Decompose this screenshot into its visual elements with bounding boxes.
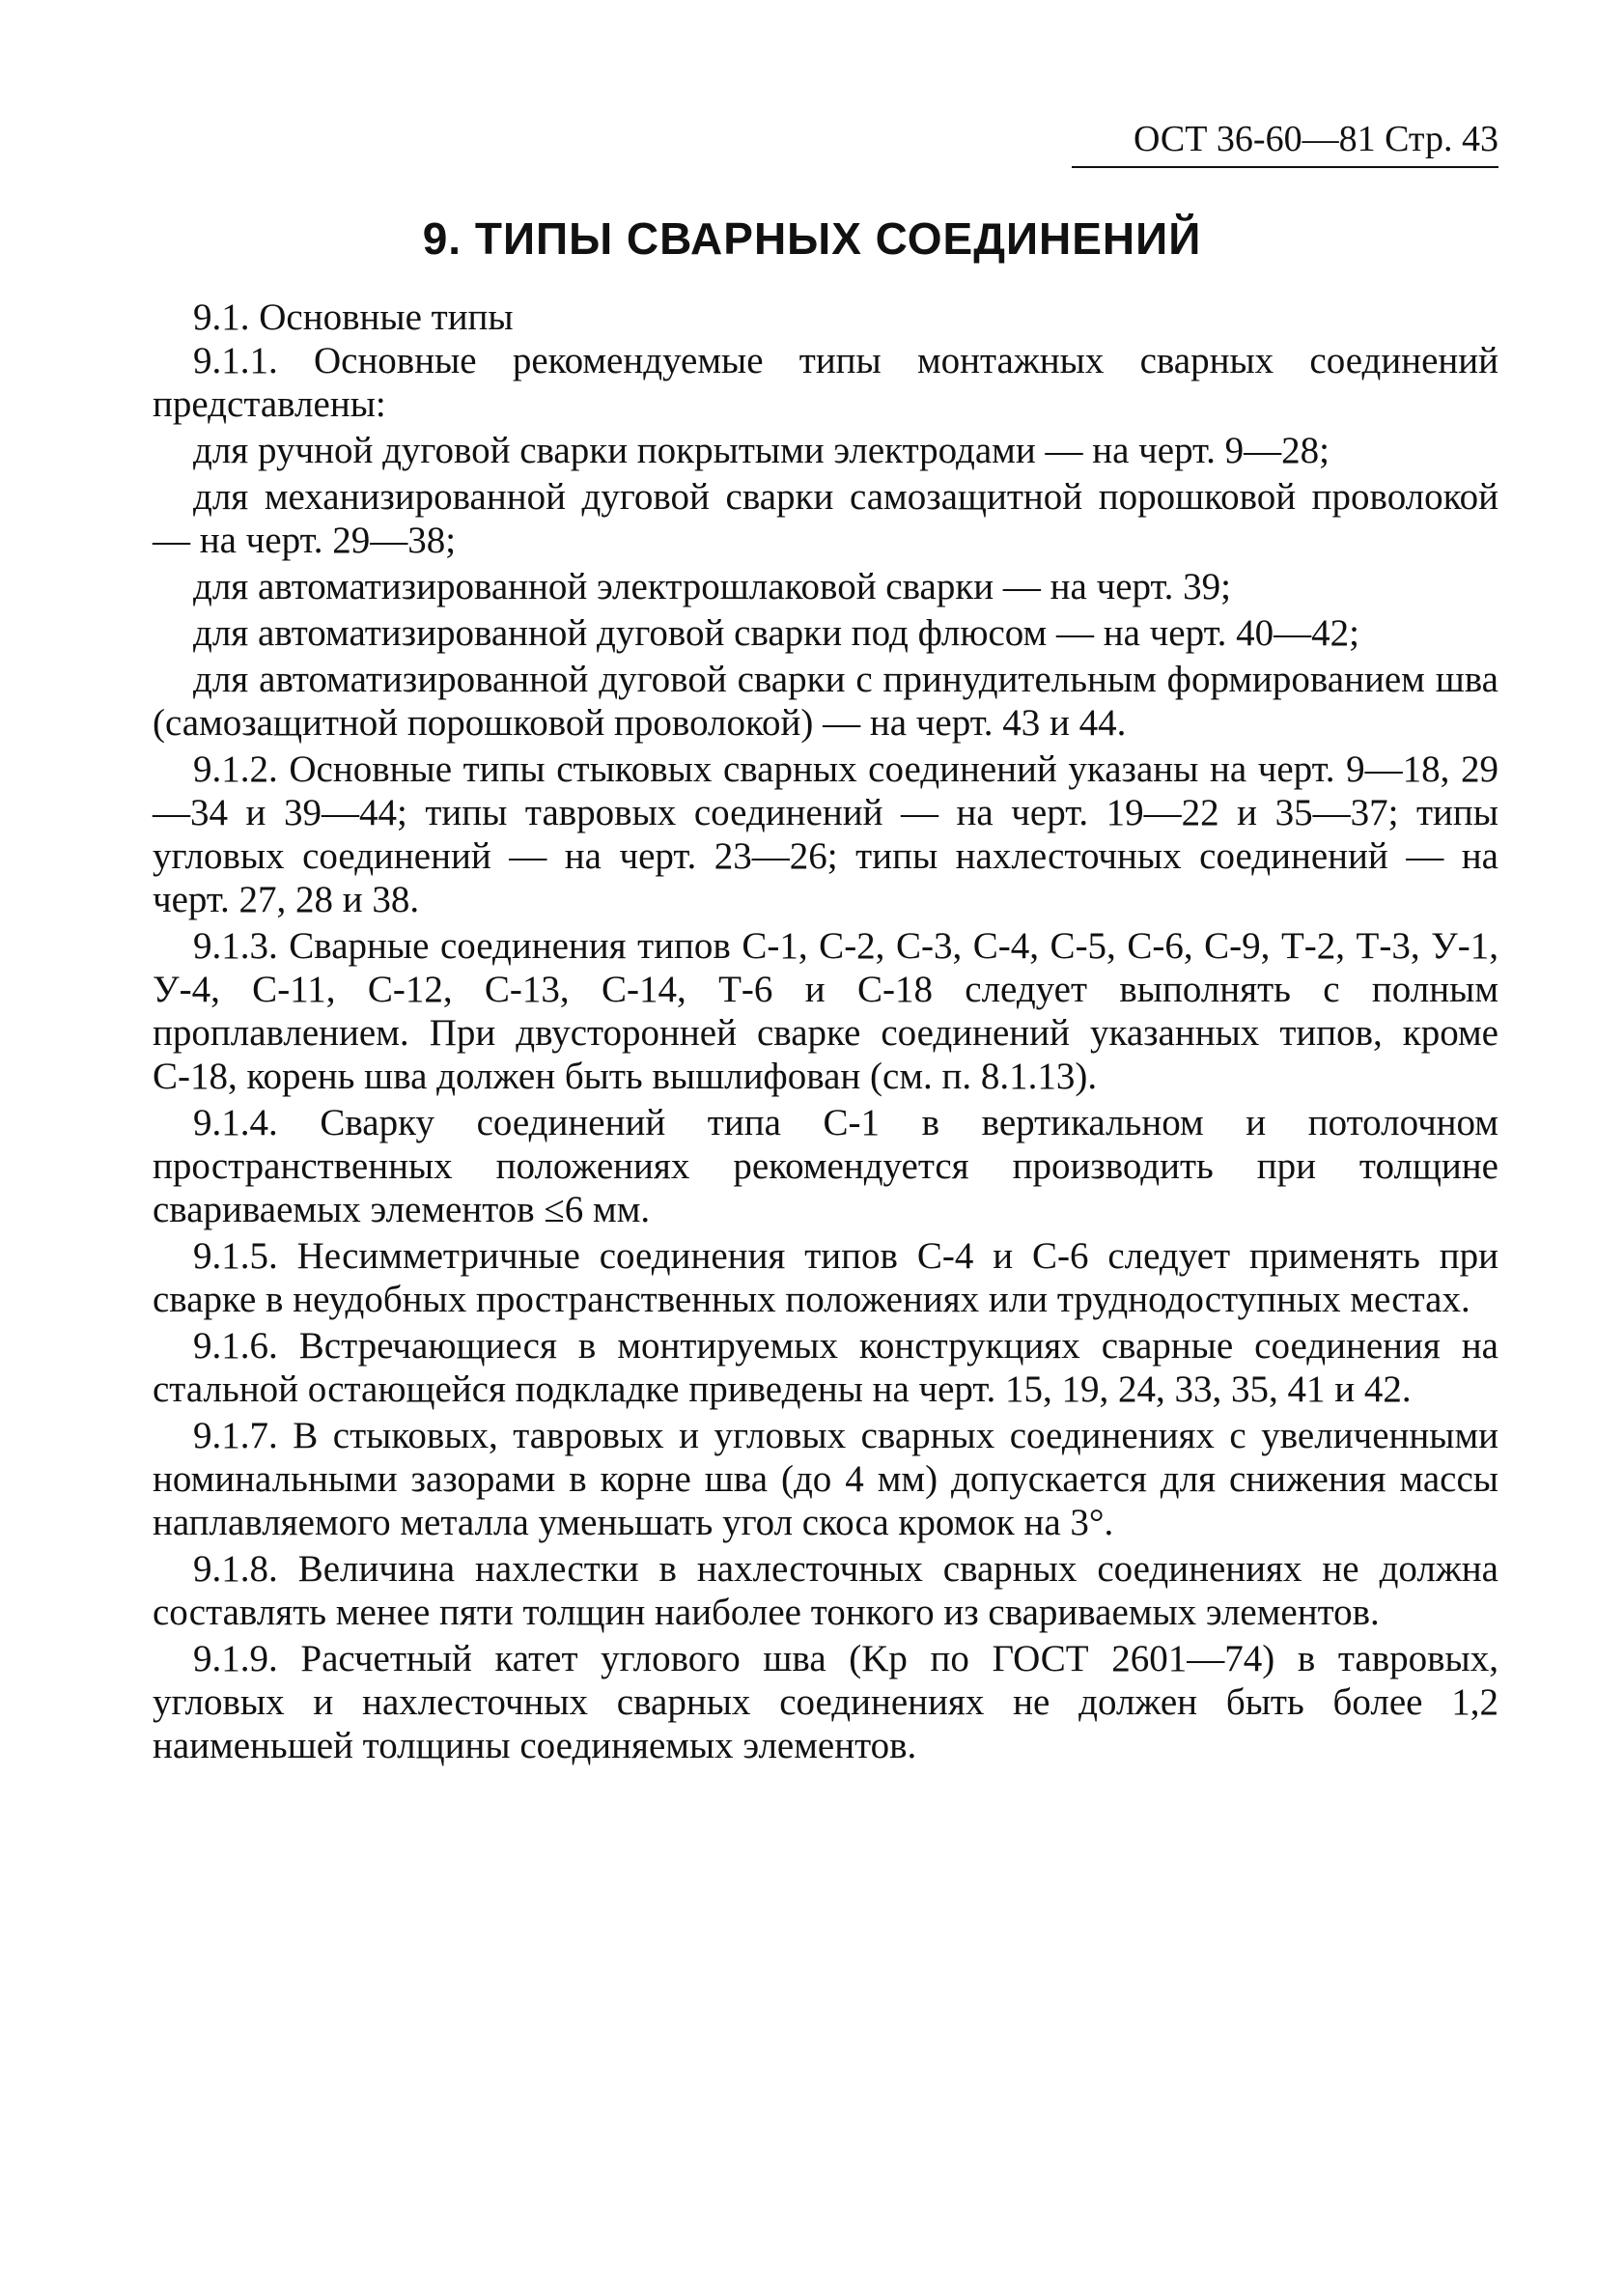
paragraph: 9.1.8. Величина нахлестки в нахлесточных сварных соединениях не должна составлять менее пяти толщин наиболее тонкого из свариваемых элементов. <box>153 1548 1498 1633</box>
paragraph: 9.1.4. Сварку соединений типа С-1 в вертикальном и потолочном пространственных положениях рекомендуется производить при толщине свариваемых элементов ≤6 мм. <box>153 1102 1498 1230</box>
paragraph: 9.1.5. Несимметричные соединения типов С-4 и С-6 следует применять при сварке в неудобных пространственных положениях или труднодоступных местах. <box>153 1235 1498 1320</box>
paragraph: для автоматизированной дуговой сварки с принудительным формированием шва (самозащитной порошковой проволокой) — на черт. 43 и 44. <box>153 659 1498 744</box>
paragraph: для автоматизированной дуговой сварки под флюсом — на черт. 40—42; <box>193 612 1360 654</box>
paragraph: 9.1.1. Основные рекомендуемые типы монтажных сварных соединений представлены: <box>153 340 1498 425</box>
page-header: ОСТ 36-60—81 Стр. 43 <box>1072 114 1498 168</box>
document-body <box>153 296 1498 1770</box>
section-title: 9. ТИПЫ СВАРНЫХ СОЕДИНЕНИЙ <box>422 213 1202 264</box>
paragraph: для ручной дуговой сварки покрытыми электродами — на черт. 9—28; <box>193 430 1330 471</box>
paragraph: 9.1. Основные типы <box>193 296 514 338</box>
paragraph: 9.1.2. Основные типы стыковых сварных соединений указаны на черт. 9—18, 29—34 и 39—44; типы тавровых соединений — на черт. 19—22 и 35—37; типы угловых соединений — на черт. 23—26; типы нахлесточных соединений — на черт. 27, 28 и 38. <box>153 748 1498 920</box>
paragraph: 9.1.7. В стыковых, тавровых и угловых сварных соединениях с увеличенными номинальными зазорами в корне шва (до 4 мм) допускается для снижения массы наплавляемого металла уменьшать угол скоса кромок на 3°. <box>153 1415 1498 1543</box>
paragraph: для автоматизированной электрошлаковой сварки — на черт. 39; <box>193 566 1231 607</box>
paragraph: 9.1.6. Встречающиеся в монтируемых конструкциях сварные соединения на стальной остающейся подкладке приведены на черт. 15, 19, 24, 33, 35, 41 и 42. <box>153 1325 1498 1410</box>
paragraph: для механизированной дуговой сварки самозащитной порошковой проволокой — на черт. 29—38; <box>153 476 1498 561</box>
paragraph: 9.1.9. Расчетный катет углового шва (Kр по ГОСТ 2601—74) в тавровых, угловых и нахлесточных сварных соединениях не должен быть более 1,2 наименьшей толщины соединяемых элементов. <box>153 1638 1498 1766</box>
paragraph: 9.1.3. Сварные соединения типов С-1, С-2, С-3, С-4, С-5, С-6, С-9, Т-2, Т-3, У-1, У-4, С-11, С-12, С-13, С-14, Т-6 и С-18 следует выполнять с полным проплавлением. При двусторонней сварке соединений указанных типов, кроме С-18, корень шва должен быть вышлифован (см. п. 8.1.13). <box>153 925 1498 1097</box>
